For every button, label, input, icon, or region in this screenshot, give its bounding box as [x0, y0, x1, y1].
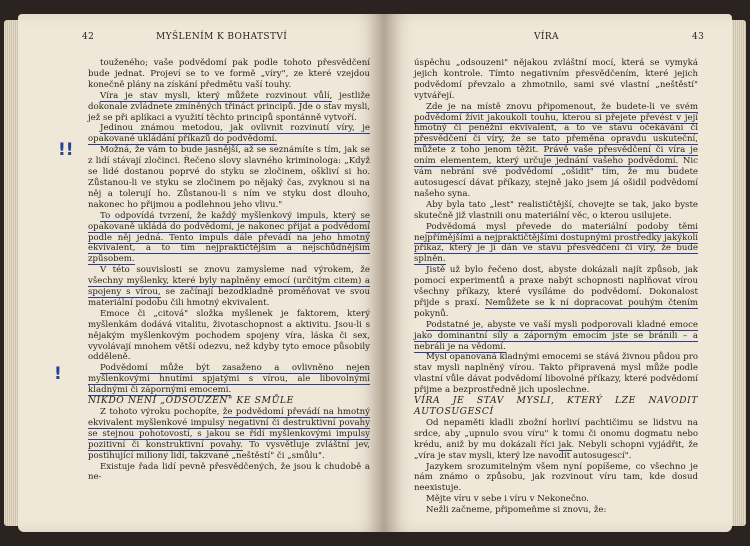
underlined-text: Jedinou známou metodou, jak ovlivnit rozvinutí víry, je opakované ukládání příkazů do podvědomí. [88, 123, 370, 145]
right-page-number: 43 [692, 32, 705, 42]
text: Od nepaměti kladli zbožní horliví pachtičimu se lidstvu na srdce, aby „upnulo svou víru" k tomu či onomu dogmatu nebo krédu, aniž by mu dokázali říci [414, 417, 698, 450]
text: se začínají bezodkladně proměňovat ve svou materiální podobu čili hmotný ekvivalent. [88, 287, 370, 308]
text: můžete z toho jenom těžit. [414, 145, 544, 156]
paragraph [414, 418, 698, 462]
paragraph [88, 363, 370, 396]
paragraph: úspěchu „odsouzeni" nějakou zvláštní mocí, která se vymyká jejich kontrole. Tímto negativním přesvědčením, které jejich podvědomí převzalo a zhmotnilo, sami své vlastní „neštěstí" vytvářejí. [414, 58, 698, 101]
exclamation-mark-icon: !! [58, 140, 74, 160]
text: V této souvislosti se znovu zamysleme nad výrokem, že [100, 265, 370, 276]
paragraph: Jazykem srozumitelným všem nyní popíšeme, co všechno je nám známo o způsobu, jak rozvinout víru tam, kde dosud neexistuje. [414, 461, 698, 494]
underlined-text: Podstatné je, abyste ve vaší mysli podporovali kladné emoce jako dominantní síly a záporným emocím jste se bránili – a nebráli je na vědomí. [414, 319, 698, 352]
right-running-head: VÍRA [534, 32, 559, 42]
underlined-text: že podvědomí převádí na hmotný ekvivalent myšlenkové impulsy negativní či destruktivní povahy se stejnou pohotovostí, s jakou se řídí myšlenkovými impulsy pozitivní či konstruktivní povahy. [88, 407, 371, 450]
left-body-text [88, 58, 370, 483]
text: Z tohoto výroku pochopíte, [100, 407, 223, 417]
text: . Nebyli schopni vyjádřit, že „víra je stav mysli, který lze navodit autosugescí". [414, 439, 698, 461]
paragraph: Mysl opanovaná kladnými emocemi se stává živnou půdou pro stav mysli naplněný vírou. Takto připravená mysl může podle vlastní vůle dávat podvědomí libovolné příkazy, které podvědomí přijme a bezprostředně jich uposlechne. [414, 352, 698, 396]
exclamation-mark-icon: ! [54, 364, 62, 384]
right-body-text [414, 58, 698, 516]
underlined-text: Podvědomí může být zasaženo a ovlivněno nejen myšlenkovými hnutími spjatými s vírou, ale libovolnými kladnými či zápornými emocemi. [88, 363, 370, 396]
text: jestliže dokonale zvládnete zmíněných třináct principů. Jde o stav mysli, jež se při aplikaci a využití těchto principů spontánně vytvoří. [88, 90, 370, 123]
paragraph [88, 407, 370, 462]
text: pokynů. [414, 308, 449, 319]
paragraph [88, 123, 370, 145]
paragraph: Existuje řada lidí pevně přesvědčených, že jsou k chudobě a ne- [88, 461, 370, 483]
paragraph [414, 265, 698, 320]
section-heading: NIKDO NENÍ „ODSOUZEN" KE SMŮLE [88, 395, 294, 407]
left-page-number: 42 [82, 32, 95, 42]
paragraph: Aby byla tato „lest" realističtější, chovejte se tak, jako byste skutečně již vlastnili onu materiální věc, o kterou usilujete. [414, 199, 698, 221]
paragraph [88, 91, 370, 124]
paragraph [88, 211, 370, 266]
paragraph: touženého; vaše podvědomí pak podle tohoto přesvědčení bude jednat. Projeví se to ve formě „víry", ze které vzejdou konečně plány na získání předmětu vaší touhy. [88, 58, 370, 90]
paragraph [414, 222, 698, 266]
underlined-text: Právě vaše přesvědčení či víra je oním elementem, který určuje jednání vašeho podvědomí. [414, 145, 698, 167]
underlined-text: Nemůžete se k ní dopracovat pouhým čtením [485, 297, 698, 308]
paragraph [414, 320, 698, 353]
paragraph: Možná, že vám to bude jasnější, až se seznámíte s tím, jak se z lidí stávají zločinci. Řečeno slovy slavného kriminologa: „Když se lidé dostanou poprvé do styku se zločinem, oškliví si ho. Zůstanou-li ve styku se zločinem po nějaký čas, zvyknou si na něj a tolerují ho. Zůstanou-li s ním ve styku dost dlouho, nakonec ho přijmou a podlehnou jeho vlivu." [88, 145, 370, 210]
paragraph [88, 265, 370, 309]
underlined-text: Podvědomá mysl převede do materiální podoby těmi nejpřímějšími a nejpraktičtějšími dostupnými prostředky jakýkoli příkaz, který je jí dán ve stavu přesvědčení či víry, že bude splněn. [414, 221, 698, 265]
paragraph: Emoce či „citová" složka myšlenek je faktorem, který myšlenkám dodává vitalitu, životaschopnost a aktivitu. Jsou-li s nějakým myšlenkovým pochodem spojeny víra, láska či sex, vyvolávají mnohem větší odezvu, než kdyby tyto emoce působily odděleně. [88, 308, 370, 363]
text: Jistě už bylo řečeno dost, abyste dokázali najít způsob, jak pomocí experimentů a praxe nabýt schopnosti naplňovat vírou všechny příkazy, které vysíláme do podvědomí. Dokonalost přijde s praxí. [414, 265, 698, 308]
underlined-text: Víra je stav mysli, který můžete rozvinout vůlí, [100, 90, 333, 101]
paragraph: Nežli začneme, připomeňme si znovu, že: [426, 505, 607, 516]
underlined-text: Zde je na místě znovu připomenout, že budete-li ve svém podvědomí žívit jakoukoli touhu, kterou si přejete převést v její hmotný či peněžní ekvivalent, a to ve stavu očekávání či přesvědčení či víry, že se tato přeměna opravdu uskuteční, [414, 101, 698, 145]
paragraph: Mějte víru v sebe i víru v Nekonečno. [426, 494, 589, 505]
underlined-text: jak [558, 439, 572, 450]
underlined-text: To odpovídá tvrzení, že každý myšlenkový impuls, který se opakovaně ukládá do podvědomí, je nakonec přijat a podvědomí podle něj jedná. Tento impuls dále převádí na jeho hmotný ekvivalent, a to tím nejpraktičtějším a nejschůdnějším způsobem. [88, 210, 370, 265]
underlined-text: všechny myšlenky, které byly naplněny emocí (určitým citem) a spojeny s vírou, [88, 276, 370, 298]
section-heading: VÍRA JE STAV MYSLI, KTERÝ LZE NAVODIT AUTOSUGESCÍ [414, 395, 698, 417]
left-page [18, 14, 384, 532]
left-running-head: MYŠLENÍM K BOHATSTVÍ [156, 32, 288, 42]
text: To vysvětluje zvláštní jev, postihující miliony lidí, takzvané „neštěstí" či „smůlu". [88, 439, 371, 461]
right-page [384, 14, 732, 532]
text: Nic vám nebrání své podvědomí „ošidit" tím, že mu budete autosugescí dávat příkazy, stejně jako jsem já ošidil podvědomí našeho syna. [414, 156, 698, 199]
paragraph [414, 102, 698, 200]
